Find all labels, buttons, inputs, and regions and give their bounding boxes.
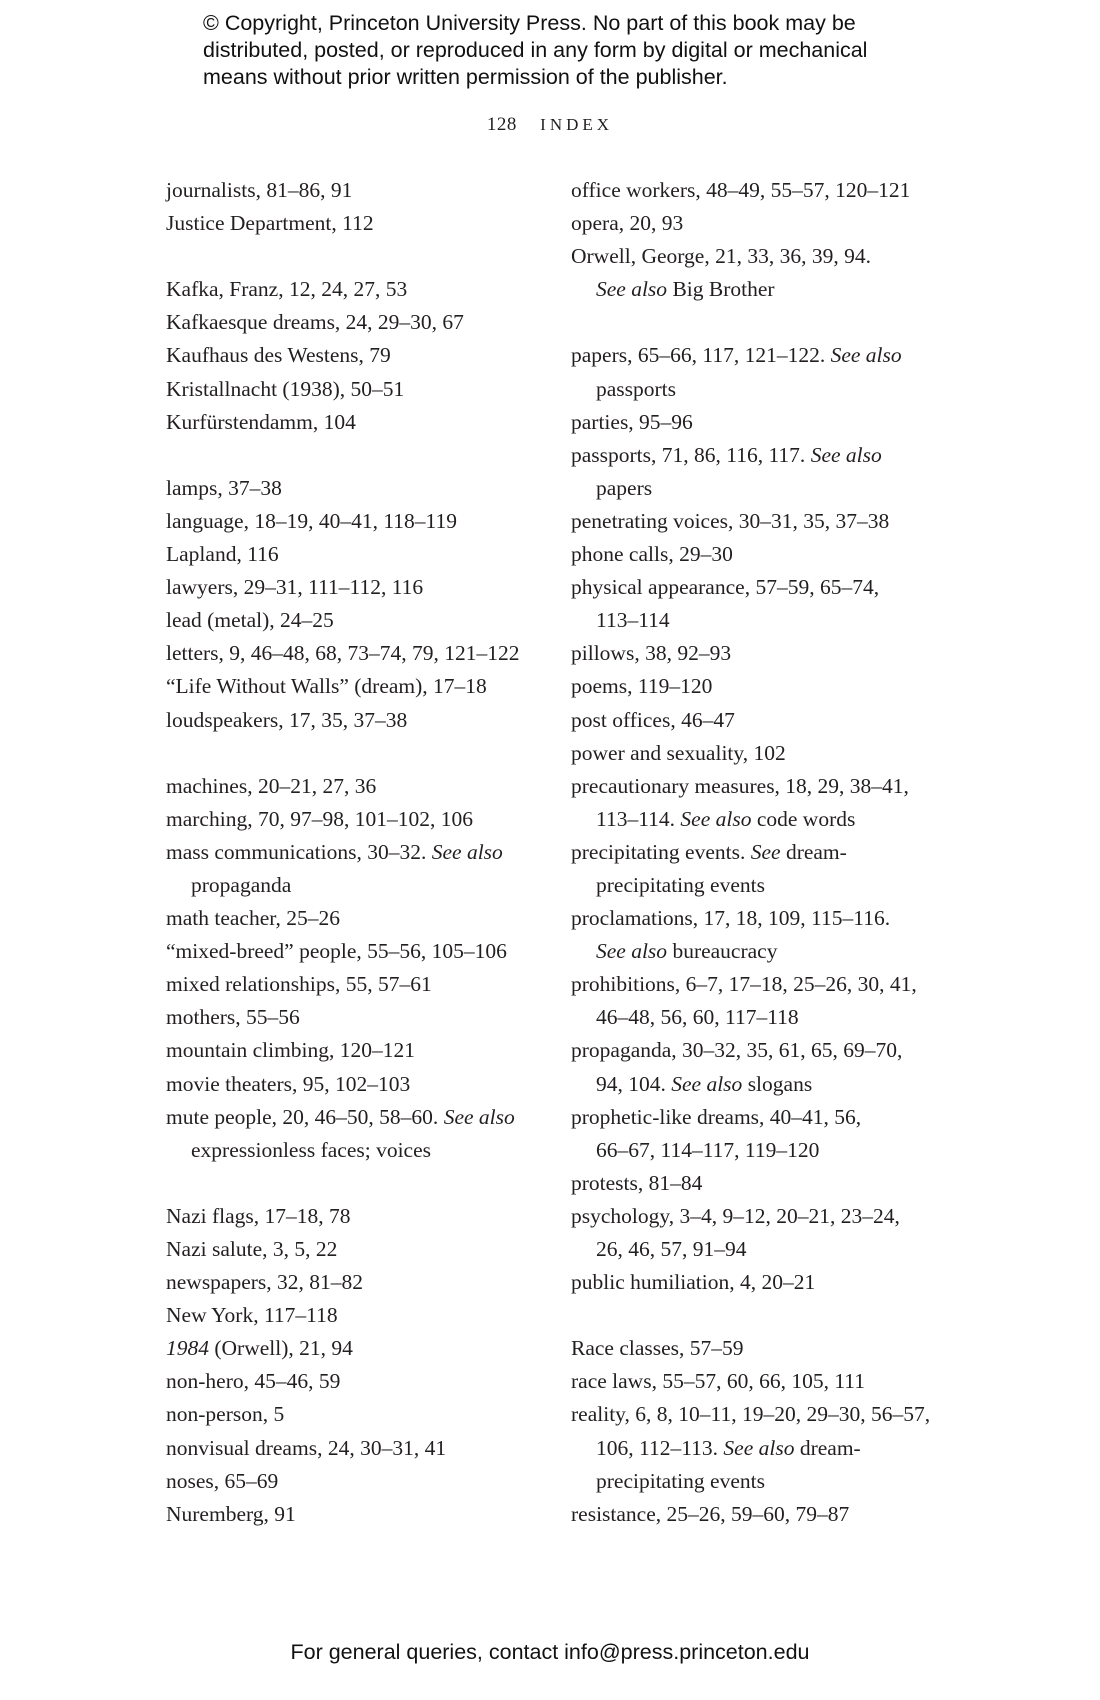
index-entry: Justice Department, 112 xyxy=(166,211,374,236)
index-entry: machines, 20–21, 27, 36 xyxy=(166,773,377,798)
footer-contact: For general queries, contact info@press.princeton.edu xyxy=(290,1640,810,1664)
section-gap xyxy=(166,240,546,273)
index-entry-continuation: 106, 112–113. See also dream- xyxy=(596,1435,861,1460)
index-entry-continuation: 46–48, 56, 60, 117–118 xyxy=(596,1005,799,1030)
index-entry: post offices, 46–47 xyxy=(571,707,735,732)
index-entry: lawyers, 29–31, 111–112, 116 xyxy=(166,575,424,600)
index-entry: public humiliation, 4, 20–21 xyxy=(571,1270,816,1295)
copyright-line: means without prior written permission of the publisher. xyxy=(203,65,728,89)
index-entry: nonvisual dreams, 24, 30–31, 41 xyxy=(166,1435,447,1460)
index-entry-continuation: 113–114 xyxy=(596,608,670,633)
index-entry-continuation: precipitating events xyxy=(596,872,765,897)
index-entry: “mixed-breed” people, 55–56, 105–106 xyxy=(166,939,507,964)
index-entry: letters, 9, 46–48, 68, 73–74, 79, 121–122 xyxy=(166,641,520,666)
index-entry: passports, 71, 86, 116, 117. See also xyxy=(571,442,882,467)
index-entry: resistance, 25–26, 59–60, 79–87 xyxy=(571,1501,850,1526)
index-entry: pillows, 38, 92–93 xyxy=(571,641,732,666)
index-entry: mixed relationships, 55, 57–61 xyxy=(166,972,432,997)
index-entry-continuation: precipitating events xyxy=(596,1468,765,1493)
index-entry-continuation: See also bureaucracy xyxy=(596,939,778,964)
copyright-line: distributed, posted, or reproduced in any form by digital or mechanical xyxy=(203,38,868,62)
index-entry: prophetic-like dreams, 40–41, 56, xyxy=(571,1104,862,1129)
index-entry: Kafka, Franz, 12, 24, 27, 53 xyxy=(166,277,408,302)
index-column-left xyxy=(166,174,546,1531)
index-entry: phone calls, 29–30 xyxy=(571,542,733,567)
index-entry: proclamations, 17, 18, 109, 115–116. xyxy=(571,906,891,931)
index-entry: lead (metal), 24–25 xyxy=(166,608,334,633)
index-entry-continuation: papers xyxy=(596,475,653,500)
index-entry: Kafkaesque dreams, 24, 29–30, 67 xyxy=(166,310,464,335)
copyright-notice xyxy=(203,10,923,91)
index-entry: mass communications, 30–32. See also xyxy=(166,839,503,864)
index-entry: poems, 119–120 xyxy=(571,674,713,699)
index-entry: loudspeakers, 17, 35, 37–38 xyxy=(166,707,408,732)
index-entry: “Life Without Walls” (dream), 17–18 xyxy=(166,674,487,699)
index-entry: mountain climbing, 120–121 xyxy=(166,1038,416,1063)
index-entry: Nazi flags, 17–18, 78 xyxy=(166,1203,351,1228)
index-entry: Lapland, 116 xyxy=(166,542,279,567)
index-entry-continuation: 26, 46, 57, 91–94 xyxy=(596,1237,747,1261)
index-entry: penetrating voices, 30–31, 35, 37–38 xyxy=(571,508,890,533)
page-title: INDEX xyxy=(540,115,614,134)
index-entry: lamps, 37–38 xyxy=(166,475,282,500)
index-entry: Kaufhaus des Westens, 79 xyxy=(166,343,391,368)
copyright-line: © Copyright, Princeton University Press. No part of this book may be xyxy=(203,11,856,35)
index-entry: race laws, 55–57, 60, 66, 105, 111 xyxy=(571,1369,865,1394)
index-entry: reality, 6, 8, 10–11, 19–20, 29–30, 56–57, xyxy=(571,1402,931,1427)
index-entry: Nuremberg, 91 xyxy=(166,1501,296,1526)
index-entry: power and sexuality, 102 xyxy=(571,740,786,765)
index-entry: noses, 65–69 xyxy=(166,1468,279,1493)
index-entry: Kristallnacht (1938), 50–51 xyxy=(166,376,405,401)
index-entry: office workers, 48–49, 55–57, 120–121 xyxy=(571,178,911,202)
section-gap xyxy=(571,1299,971,1332)
index-entry: prohibitions, 6–7, 17–18, 25–26, 30, 41, xyxy=(571,972,917,997)
index-column-right xyxy=(571,174,971,1531)
index-entry: protests, 81–84 xyxy=(571,1170,703,1195)
index-entry: Kurfürstendamm, 104 xyxy=(166,409,356,434)
index-entry: newspapers, 32, 81–82 xyxy=(166,1270,364,1295)
index-entry-continuation: 113–114. See also code words xyxy=(596,806,856,831)
index-entry: mothers, 55–56 xyxy=(166,1005,300,1030)
running-head xyxy=(0,114,1100,136)
index-entry: parties, 95–96 xyxy=(571,409,693,434)
index-entry: 1984 (Orwell), 21, 94 xyxy=(166,1336,353,1361)
index-entry: physical appearance, 57–59, 65–74, xyxy=(571,575,880,600)
index-entry-continuation: expressionless faces; voices xyxy=(191,1137,432,1162)
section-gap xyxy=(166,1167,546,1200)
index-entry-continuation: See also Big Brother xyxy=(596,277,775,302)
index-entry: non-person, 5 xyxy=(166,1402,285,1427)
index-entry-continuation: 94, 104. See also slogans xyxy=(596,1071,813,1096)
index-entry-continuation: passports xyxy=(596,376,677,401)
section-gap xyxy=(166,737,546,770)
index-entry: Race classes, 57–59 xyxy=(571,1336,744,1361)
page-number: 128 xyxy=(486,114,517,135)
section-gap xyxy=(571,306,971,339)
index-entry: opera, 20, 93 xyxy=(571,211,684,236)
index-entry: language, 18–19, 40–41, 118–119 xyxy=(166,508,458,533)
section-gap xyxy=(166,439,546,472)
index-entry: propaganda, 30–32, 35, 61, 65, 69–70, xyxy=(571,1038,903,1063)
index-entry: movie theaters, 95, 102–103 xyxy=(166,1071,411,1096)
index-entry: marching, 70, 97–98, 101–102, 106 xyxy=(166,806,473,831)
index-entry: Nazi salute, 3, 5, 22 xyxy=(166,1237,338,1261)
index-entry: math teacher, 25–26 xyxy=(166,906,341,931)
index-entry: papers, 65–66, 117, 121–122. See also xyxy=(571,343,902,368)
index-entry: New York, 117–118 xyxy=(166,1303,338,1328)
index-entry: journalists, 81–86, 91 xyxy=(166,178,353,202)
index-entry: precipitating events. See dream- xyxy=(571,839,847,864)
index-entry: non-hero, 45–46, 59 xyxy=(166,1369,341,1394)
index-entry-continuation: 66–67, 114–117, 119–120 xyxy=(596,1137,820,1162)
index-entry: mute people, 20, 46–50, 58–60. See also xyxy=(166,1104,515,1129)
index-entry: psychology, 3–4, 9–12, 20–21, 23–24, xyxy=(571,1203,900,1228)
index-entry: precautionary measures, 18, 29, 38–41, xyxy=(571,773,909,798)
index-entry-continuation: propaganda xyxy=(191,872,292,897)
index-entry: Orwell, George, 21, 33, 36, 39, 94. xyxy=(571,244,871,269)
